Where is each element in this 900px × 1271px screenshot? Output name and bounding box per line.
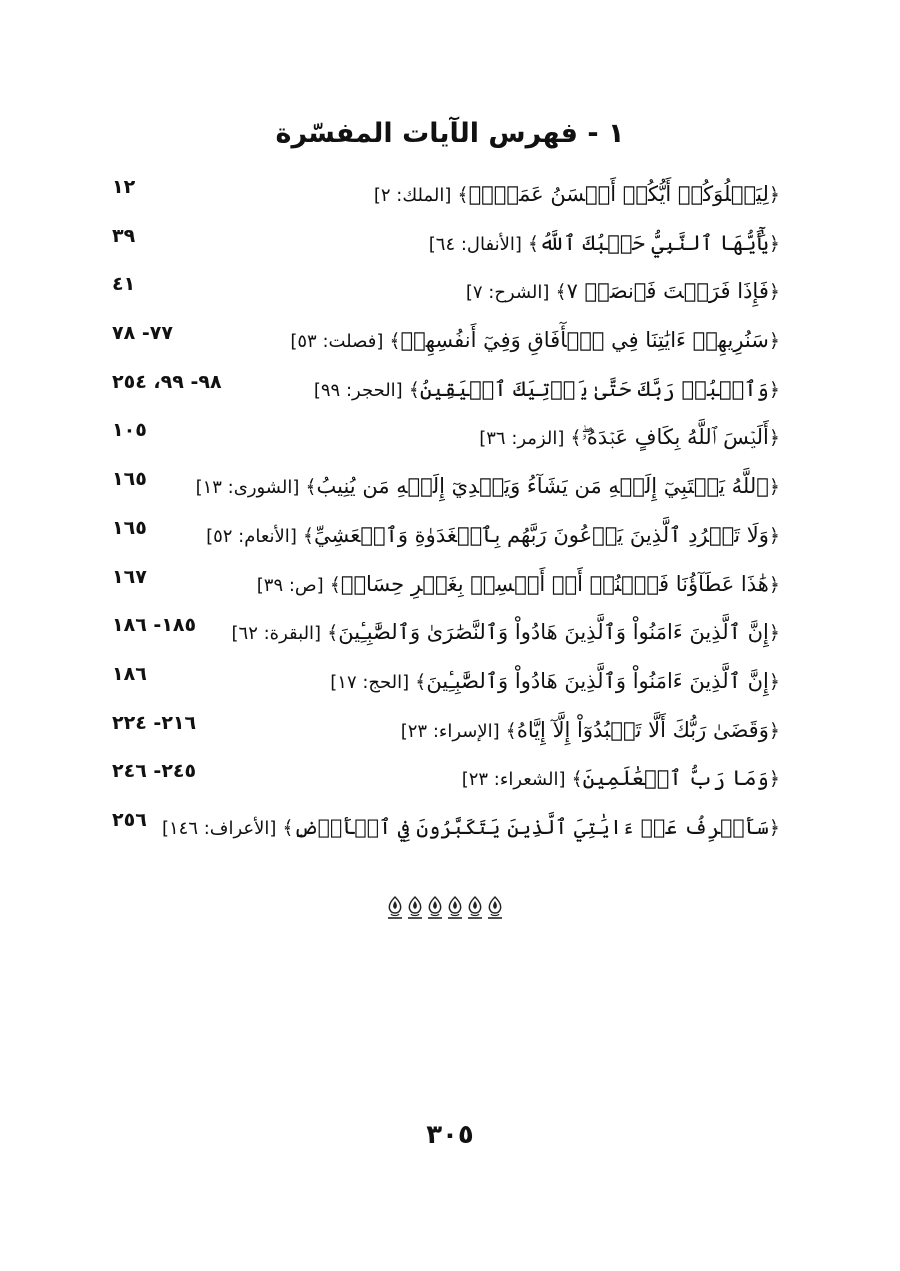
verse-citation bbox=[466, 275, 780, 309]
verse-citation bbox=[162, 811, 780, 845]
ornate-bracket-close: ﴾ bbox=[571, 768, 583, 791]
verse-text: وَٱعۡبُدۡ رَبَّكَ حَتَّىٰ يَأۡتِيَكَ ٱلۡيَقِينُ bbox=[419, 376, 769, 401]
ornate-bracket-close: ﴾ bbox=[505, 719, 517, 742]
surah-reference: [الشرح: ٧] bbox=[465, 282, 550, 304]
surah-reference: [الحجر: ٩٩] bbox=[313, 379, 403, 401]
floral-ornament-icon bbox=[446, 896, 464, 920]
surah-reference: [الإسراء: ٢٣] bbox=[400, 720, 500, 742]
floral-ornament-icon bbox=[486, 896, 504, 920]
surah-reference: [الأنعام: ٥٢] bbox=[206, 525, 297, 547]
ornate-bracket-close: ﴾ bbox=[527, 232, 540, 255]
ornate-bracket-close: ﴾ bbox=[415, 670, 427, 693]
verse-citation bbox=[330, 665, 780, 699]
ornate-bracket-open: ﴿ bbox=[768, 768, 780, 791]
ornate-bracket-close: ﴾ bbox=[327, 622, 339, 645]
verse-citation bbox=[462, 762, 780, 796]
verse-text: ٱللَّهُ يَجۡتَبِيٓ إِلَيۡهِ مَن يَشَآءُ وَيَهۡدِيٓ إِلَيۡهِ مَن يُنِيبُ bbox=[316, 474, 769, 499]
verse-citation bbox=[314, 373, 780, 407]
index-row bbox=[112, 221, 780, 270]
floral-ornament-icon bbox=[406, 896, 424, 920]
index-row bbox=[112, 172, 780, 221]
page-numbers: ١٦٧ bbox=[112, 565, 147, 588]
page-numbers: ٢٤٥- ٢٤٦ bbox=[112, 760, 197, 783]
ornate-bracket-close: ﴾ bbox=[555, 281, 567, 304]
verse-citation bbox=[206, 519, 780, 553]
verse-text: إِنَّ ٱلَّذِينَ ءَامَنُواْ وَٱلَّذِينَ هَادُواْ وَٱلنَّصَٰرَىٰ وَٱلصَّٰبِـِٔينَ bbox=[338, 620, 769, 645]
index-row bbox=[112, 708, 780, 757]
index-row bbox=[112, 367, 780, 416]
page-numbers: ٢١٦- ٢٢٤ bbox=[112, 711, 197, 734]
page-numbers: ١٨٥- ١٨٦ bbox=[112, 614, 197, 637]
page-numbers: ١٠٥ bbox=[112, 419, 147, 442]
page-numbers: ٩٨- ٩٩، ٢٥٤ bbox=[112, 370, 222, 393]
verse-text: هَٰذَا عَطَآؤُنَا فَٱمۡنُنۡ أَوۡ أَمۡسِكۡ بِغَيۡرِ حِسَابٖ bbox=[340, 571, 769, 596]
ornate-bracket-close: ﴾ bbox=[408, 378, 420, 401]
verse-text: سَأَصۡرِفُ عَنۡ ءَايَٰتِيَ ٱلَّذِينَ يَتَكَبَّرُونَ فِي ٱلۡأَرۡضِ bbox=[293, 814, 769, 839]
surah-reference: [الشورى: ١٣] bbox=[195, 477, 300, 499]
ornate-bracket-open: ﴿ bbox=[768, 719, 780, 742]
verse-index-table bbox=[112, 172, 780, 854]
index-row bbox=[112, 318, 780, 367]
index-row bbox=[112, 513, 780, 562]
verse-text: فَإِذَا فَرَغۡتَ فَٱنصَبۡ ٧ bbox=[566, 279, 769, 304]
index-row bbox=[112, 610, 780, 659]
ornate-bracket-close: ﴾ bbox=[282, 816, 294, 839]
page-numbers: ٧٧- ٧٨ bbox=[112, 322, 173, 345]
page-numbers: ١٢ bbox=[112, 176, 136, 198]
page-numbers: ١٦٥ bbox=[112, 516, 147, 539]
index-row bbox=[112, 269, 780, 318]
ornate-bracket-open: ﴿ bbox=[768, 524, 780, 547]
section-end-ornament bbox=[386, 896, 506, 922]
ornate-bracket-close: ﴾ bbox=[305, 476, 317, 499]
floral-ornament-icon bbox=[386, 896, 404, 920]
page-number: ٣٠٥ bbox=[426, 1120, 474, 1150]
verse-citation bbox=[374, 178, 780, 212]
ornate-bracket-open: ﴿ bbox=[768, 378, 780, 401]
surah-reference: [الأنفال: ٦٤] bbox=[428, 233, 522, 255]
surah-reference: [الشعراء: ٢٣] bbox=[461, 769, 566, 791]
ornate-bracket-close: ﴾ bbox=[329, 573, 341, 596]
index-row bbox=[112, 659, 780, 708]
floral-ornament-icon bbox=[466, 896, 484, 920]
verse-text: وَلَا تَطۡرُدِ ٱلَّذِينَ يَدۡعُونَ رَبَّهُم بِٱلۡغَدَوٰةِ وَٱلۡعَشِيِّ bbox=[313, 522, 769, 547]
verse-text: لِيَبۡلُوَكُمۡ أَيُّكُمۡ أَحۡسَنُ عَمَلٗاۚ bbox=[468, 182, 769, 206]
verse-text: يَٰٓأَيُّهَا ٱلنَّبِيُّ حَسۡبُكَ ٱللَّهُ bbox=[539, 230, 769, 255]
verse-text: إِنَّ ٱلَّذِينَ ءَامَنُواْ وَٱلَّذِينَ هَادُواْ وَٱلصَّٰبِـِٔينَ bbox=[426, 668, 769, 693]
surah-reference: [ص: ٣٩] bbox=[256, 574, 324, 596]
surah-reference: [الأعراف: ١٤٦] bbox=[161, 817, 277, 839]
verse-citation bbox=[290, 324, 780, 358]
ornate-bracket-open: ﴿ bbox=[768, 670, 780, 693]
surah-reference: [الزمر: ٣٦] bbox=[479, 428, 565, 450]
ornate-bracket-open: ﴿ bbox=[768, 573, 780, 596]
verse-citation bbox=[196, 470, 780, 504]
verse-text: سَنُرِيهِمۡ ءَايَٰتِنَا فِي ٱلۡأٓفَاقِ وَفِيٓ أَنفُسِهِمۡ bbox=[400, 328, 769, 353]
verse-text: أَلَيۡسَ ٱللَّهُ بِكَافٍ عَبۡدَهُۥۖ bbox=[581, 425, 769, 450]
index-row bbox=[112, 562, 780, 611]
ornate-bracket-close: ﴾ bbox=[389, 330, 401, 353]
page-numbers: ٤١ bbox=[112, 273, 136, 296]
surah-reference: [الحج: ١٧] bbox=[330, 671, 410, 693]
ornate-bracket-close: ﴾ bbox=[570, 427, 582, 450]
page-numbers: ١٨٦ bbox=[112, 662, 147, 685]
ornate-bracket-open: ﴿ bbox=[768, 232, 780, 255]
ornate-bracket-open: ﴿ bbox=[768, 330, 780, 353]
index-row bbox=[112, 756, 780, 805]
verse-citation bbox=[479, 421, 780, 455]
page-numbers: ١٦٥ bbox=[112, 468, 147, 491]
page-title: ١ - فهرس الآيات المفسّرة bbox=[275, 118, 625, 149]
verse-text: وَقَضَىٰ رَبُّكَ أَلَّا تَعۡبُدُوٓاْ إِلَّآ إِيَّاهُ bbox=[516, 717, 769, 742]
verse-citation bbox=[257, 568, 780, 602]
index-row bbox=[112, 805, 780, 854]
page-numbers: ٢٥٦ bbox=[112, 808, 147, 831]
index-row bbox=[112, 464, 780, 513]
surah-reference: [البقرة: ٦٢] bbox=[231, 623, 322, 645]
ornate-bracket-close: ﴾ bbox=[302, 524, 314, 547]
surah-reference: [فصلت: ٥٣] bbox=[290, 331, 384, 353]
page-numbers: ٣٩ bbox=[112, 224, 136, 247]
ornate-bracket-open: ﴿ bbox=[768, 281, 780, 304]
ornate-bracket-open: ﴿ bbox=[768, 816, 780, 839]
ornate-bracket-open: ﴿ bbox=[768, 184, 780, 206]
ornate-bracket-open: ﴿ bbox=[768, 427, 780, 450]
verse-citation bbox=[429, 227, 780, 261]
index-row bbox=[112, 415, 780, 464]
surah-reference: [الملك: ٢] bbox=[373, 185, 452, 206]
ornate-bracket-open: ﴿ bbox=[768, 476, 780, 499]
ornate-bracket-open: ﴿ bbox=[768, 622, 780, 645]
ornate-bracket-close: ﴾ bbox=[457, 184, 469, 206]
verse-citation bbox=[232, 616, 780, 650]
floral-ornament-icon bbox=[426, 896, 444, 920]
verse-citation bbox=[401, 714, 780, 748]
verse-text: وَمَا رَبُّ ٱلۡعَٰلَمِينَ bbox=[582, 766, 769, 791]
